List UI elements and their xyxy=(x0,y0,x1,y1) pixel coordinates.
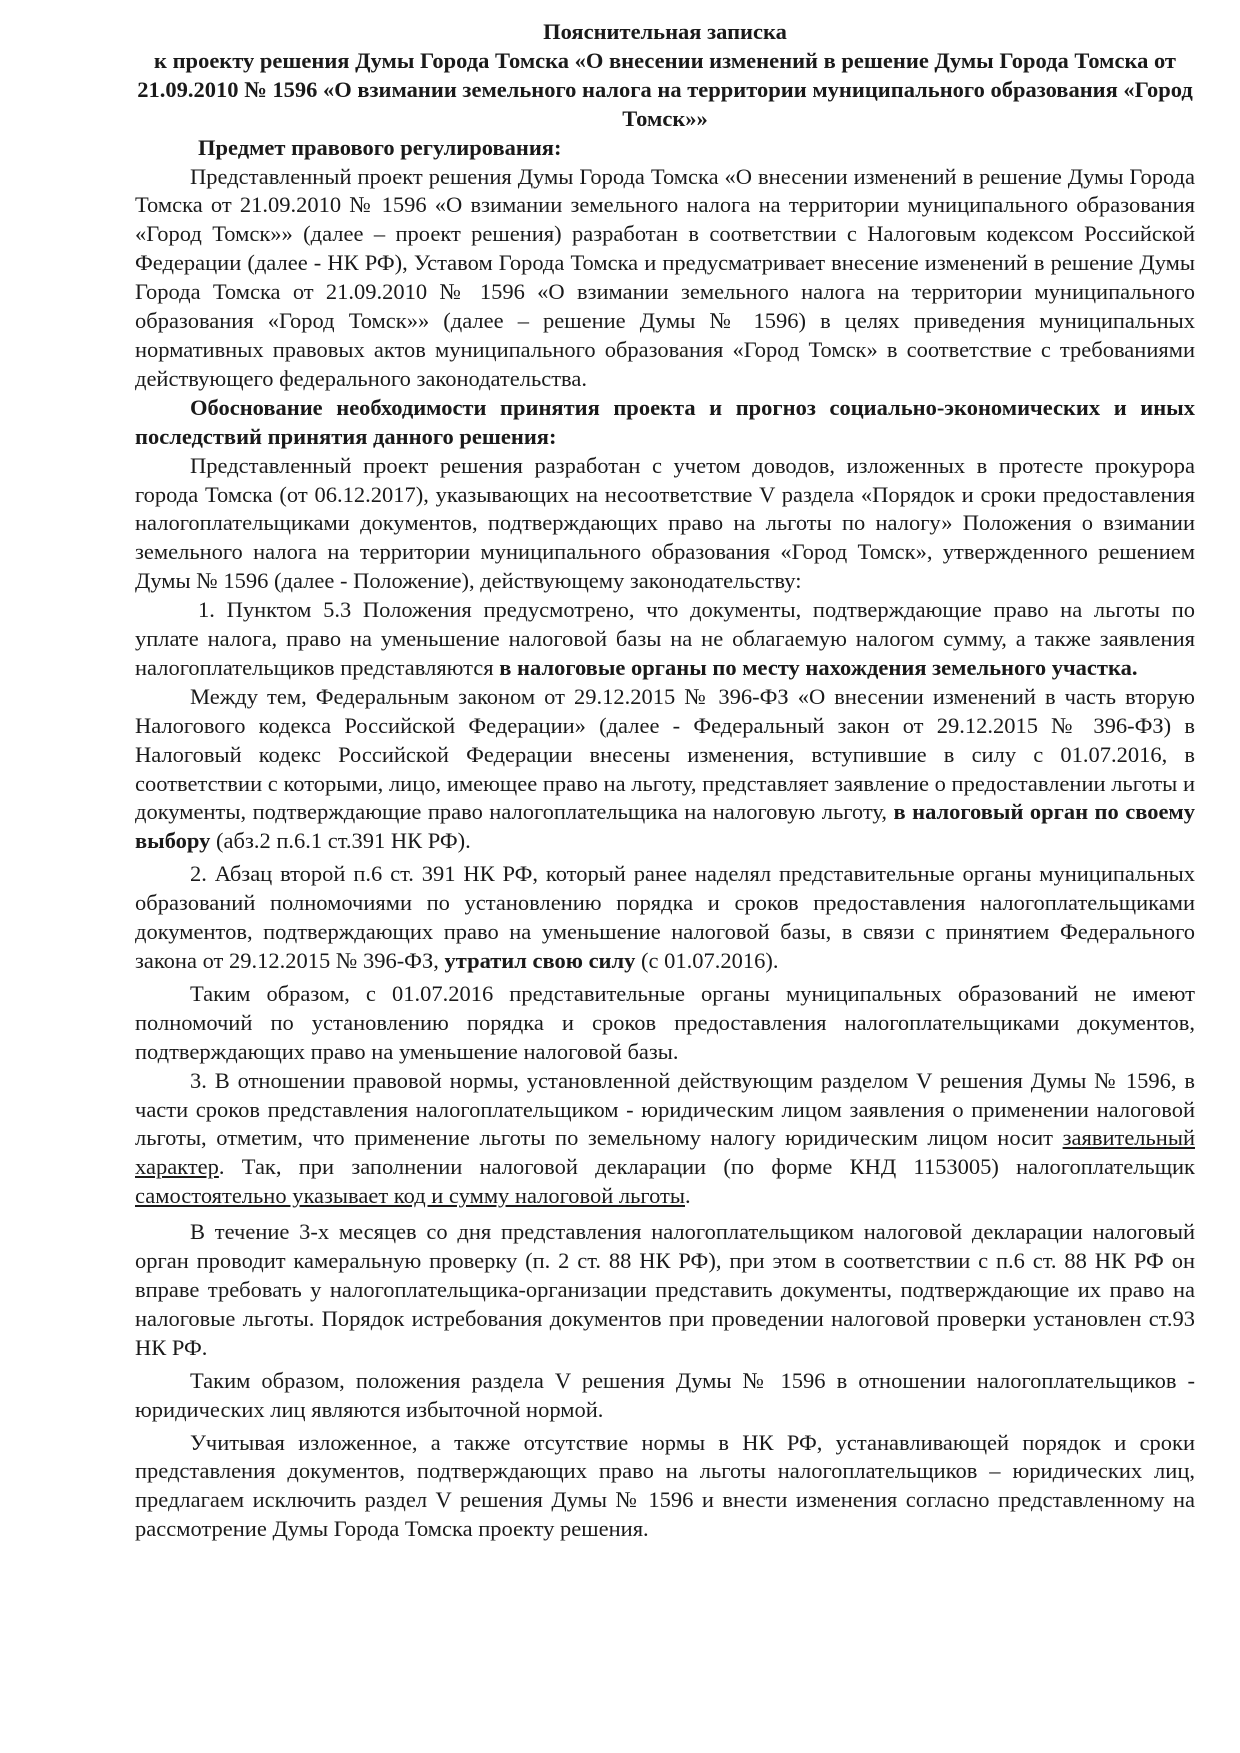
paragraph-thus-1: Таким образом, с 01.07.2016 представительные органы муниципальных образований не имеют полномочий по установлению порядка и сроков предоставления налогоплательщиками документов, подтверждающих право на уменьшение налоговой базы. xyxy=(135,980,1195,1064)
item-2-bold: утратил свою силу xyxy=(444,948,636,973)
item-3-text-c: . xyxy=(685,1183,691,1209)
paragraph-item-2 xyxy=(135,860,1195,976)
title-block xyxy=(135,18,1195,134)
paragraph-three-months: В течение 3-х месяцев со дня представления налогоплательщиком налоговой декларации налоговый орган проводит камеральную проверку (п. 2 ст. 88 НК РФ), при этом в соответствии с п.6 ст. 88 НК РФ он вправе требовать у налогоплательщика-организации представить документы, подтверждающие их право на налоговые льготы. Порядок истребования документов при проведении налоговой проверки установлен ст.93 НК РФ. xyxy=(135,1219,1195,1360)
paragraph-federal-law xyxy=(135,683,1195,856)
section-heading-justification: Обоснование необходимости принятия проекта и прогноз социально-экономических и иных последствий принятия данного решения: xyxy=(135,394,1195,449)
federal-law-text: Между тем, Федеральным законом от 29.12.2015 № 396-ФЗ «О внесении изменений в часть вторую Налогового кодекса Российской Федерации» (далее - Федеральный закон от 29.12.2015 № 396-ФЗ) в Налоговый кодекс Российской Федерации внесены изменения, вступившие в силу с 01.07.2016, в соответствии с которыми, лицо, имеющее право на льготу, представляет заявление о предоставлении льготы и документы, подтверждающие право налогоплательщика на налоговую льготу, xyxy=(135,683,1195,825)
paragraph-item-3 xyxy=(135,1067,1195,1212)
federal-law-end: (абз.2 п.6.1 ст.391 НК РФ). xyxy=(210,828,471,854)
paragraph-thus-2: Таким образом, положения раздела V решения Думы № 1596 в отношении налогоплательщиков - юридических лиц являются избыточной нормой. xyxy=(135,1367,1195,1422)
item-1-bold: в налоговые органы по месту нахождения земельного участка. xyxy=(499,654,1138,680)
paragraph-item-1 xyxy=(135,596,1195,683)
item-1-text: 1. Пунктом 5.3 Положения предусмотрено, что документы, подтверждающие право на льготы по уплате налога, право на уменьшение налоговой базы на не облагаемую налогом сумму, а также заявления налогоплательщиков представляются xyxy=(135,597,1195,680)
federal-law-bold: в налоговый орган по своему выбору xyxy=(135,799,1196,854)
document-title: Пояснительная записка xyxy=(543,19,787,44)
item-3-text-b: . Так, при заполнении налоговой декларации (по форме КНД 1153005) налогоплательщик xyxy=(218,1154,1195,1180)
paragraph-final: Учитывая изложенное, а также отсутствие нормы в НК РФ, устанавливающей порядок и сроки представления документов, подтверждающих право на льготы налогоплательщиков – юридических лиц, предлагаем исключить раздел V решения Думы № 1596 и внести изменения согласно представленному на рассмотрение Думы Города Томска проекту решения. xyxy=(135,1429,1195,1542)
item-3-underline-1: заявительный характер xyxy=(135,1125,1195,1180)
section-heading-subject: Предмет правового регулирования: xyxy=(198,134,562,160)
paragraph-subject: Представленный проект решения Думы Города Томска «О внесении изменений в решение Думы Города Томска от 21.09.2010 № 1596 «О взимании земельного налога на территории муниципального образования «Город Томск»» (далее – проект решения) разработан в соответствии с Налоговым кодексом Российской Федерации (далее - НК РФ), Уставом Города Томска и предусматривает внесение изменений в решение Думы Города Томска от 21.09.2010 № 1596 «О взимании земельного налога на территории муниципального образования «Город Томск»» (далее – решение Думы № 1596) в целях приведения муниципальных нормативных правовых актов муниципального образования «Город Томск» в соответствие с требованиями действующего федерального законодательства. xyxy=(135,163,1195,391)
item-2-text: 2. Абзац второй п.6 ст. 391 НК РФ, который ранее наделял представительные органы муниципальных образований полномочиями по установлению порядка и сроков предоставления налогоплательщиками документов, подтверждающих право на уменьшение налоговой базы, в связи с принятием Федерального закона от 29.12.2015 № 396-ФЗ, xyxy=(135,861,1195,973)
item-3-text-a: 3. В отношении правовой нормы, установленной действующим разделом V решения Думы № 1596, в части сроков представления налогоплательщиком - юридическим лицом заявления о применении налоговой льготы, отметим, что применение льготы по земельному налогу юридическим лицом носит xyxy=(135,1067,1195,1151)
item-3-underline-2: самостоятельно указывает код и сумму налоговой льготы xyxy=(135,1183,685,1209)
document-content xyxy=(135,18,1195,1544)
item-2-end: (с 01.07.2016). xyxy=(635,948,779,973)
document-subtitle: к проекту решения Думы Города Томска «О внесении изменений в решение Думы Города Томска от 21.09.2010 № 1596 «О взимании земельного налога на территории муниципального образования «Город Томск»» xyxy=(137,47,1193,131)
paragraph-protest: Представленный проект решения разработан с учетом доводов, изложенных в протесте прокурора города Томска (от 06.12.2017), указывающих на несоответствие V раздела «Порядок и сроки предоставления налогоплательщиками документов, подтверждающих право на льготы по налогу» Положения о взимании земельного налога на территории муниципального образования «Город Томск», утвержденного решением Думы № 1596 (далее - Положение), действующему законодательству: xyxy=(135,452,1195,594)
